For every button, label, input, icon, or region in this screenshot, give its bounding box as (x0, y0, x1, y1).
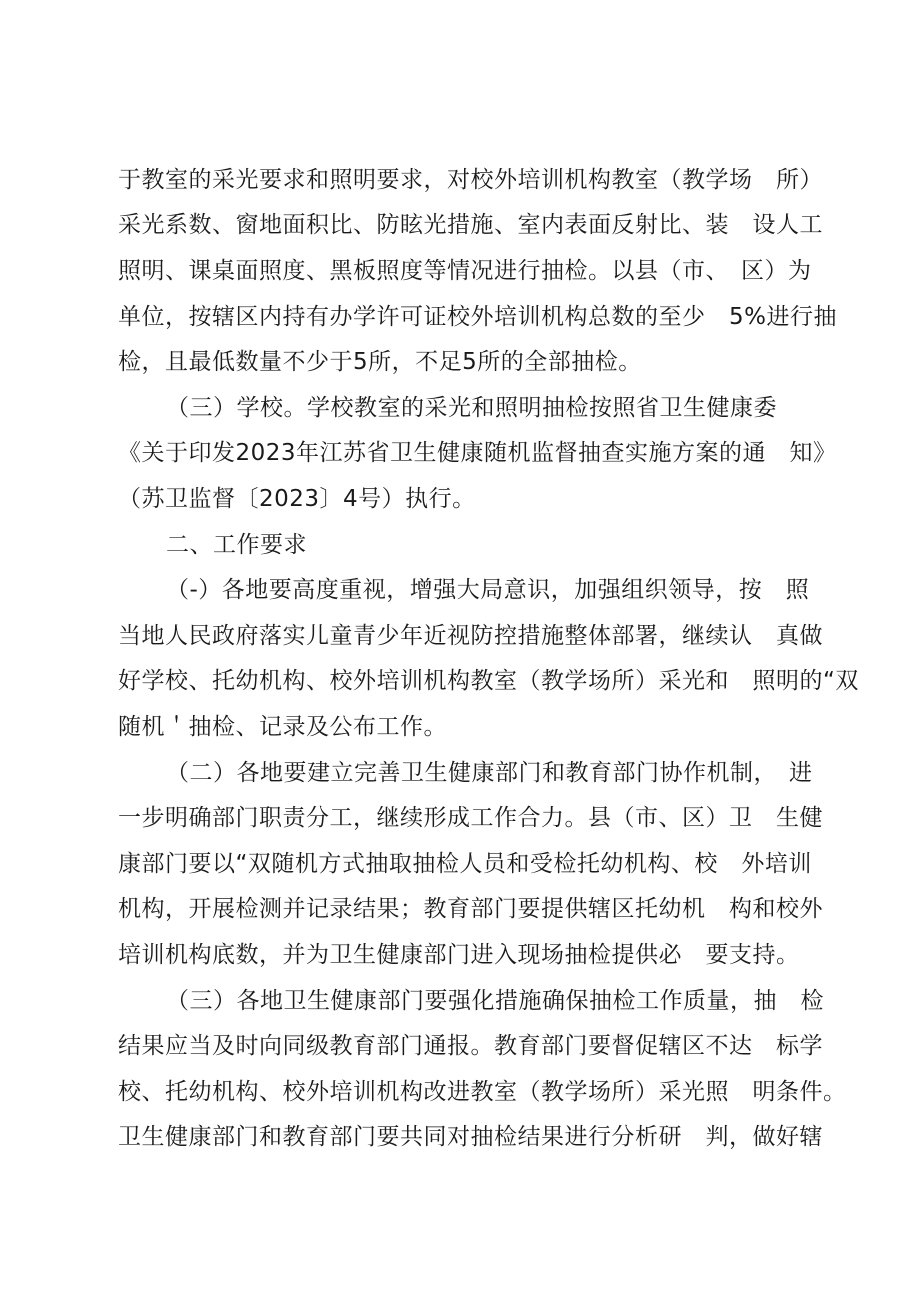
text-line: （三）各地卫生健康部门要强化措施确保抽检工作质量，抽 检 (166, 988, 824, 1014)
text-line: 卫生健康部门和教育部门要共同对抽检结果进行分析研 判，做好辖 (118, 1124, 823, 1150)
text-line: 单位，按辖区内持有办学许可证校外培训机构总数的至少 5%进行抽 (118, 304, 837, 330)
text-line: 照明、课桌面照度、黑板照度等情况进行抽检。以县（市、 区）为 (118, 258, 812, 284)
text-line: 培训机构底数，并为卫生健康部门进入现场抽检提供必 要支持。 (118, 942, 800, 968)
text-line: 机构，开展检测并记录结果；教育部门要提供辖区托幼机 构和校外 (118, 896, 823, 922)
text-line: 好学校、托幼机构、校外培训机构教室（教学场所）采光和 照明的“双 (118, 668, 859, 694)
text-line: （二）各地要建立完善卫生健康部门和教育部门协作机制， 进 (166, 760, 813, 786)
text-line: 随机＇抽检、记录及公布工作。 (118, 714, 447, 740)
text-line: 校、托幼机构、校外培训机构改进教室（教学场所）采光照 明条件。 (118, 1079, 847, 1105)
text-line: 《关于印发2023年江苏省卫生健康随机监督抽查实施方案的通 知》 (118, 440, 837, 466)
text-line: （-）各地要高度重视，增强大局意识，加强组织领导，按 照 (166, 577, 810, 603)
text-line: 一步明确部门职责分工，继续形成工作合力。县（市、区）卫 生健 (118, 805, 823, 831)
text-line: 于教室的采光要求和照明要求，对校外培训机构教室（教学场 所） (118, 167, 823, 193)
text-line: 康部门要以“双随机方式抽取抽检人员和受检托幼机构、校 外培训 (118, 851, 812, 877)
text-line: （苏卫监督〔2023〕4号）执行。 (118, 486, 476, 512)
text-line: 检，且最低数量不少于5所，不足5所的全部抽检。 (118, 349, 642, 375)
text-line: （三）学校。学校教室的采光和照明抽检按照省卫生健康委 (166, 395, 777, 421)
text-line: 当地人民政府落实儿童青少年近视防控措施整体部署，继续认 真做 (118, 623, 823, 649)
text-line: 采光系数、窗地面积比、防眩光措施、室内表面反射比、装 设人工 (118, 212, 823, 238)
text-line: 结果应当及时向同级教育部门通报。教育部门要督促辖区不达 标学 (118, 1033, 823, 1059)
section-heading: 二、工作要求 (166, 532, 307, 558)
